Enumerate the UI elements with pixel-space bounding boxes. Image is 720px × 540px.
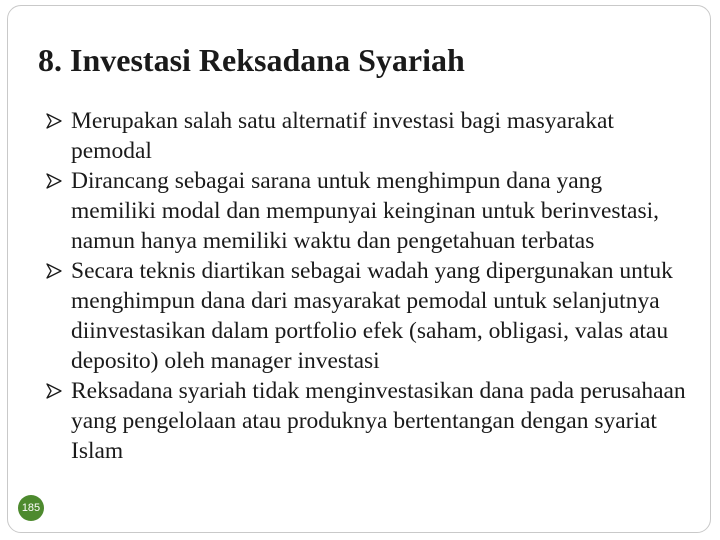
- bullet-item: [46, 106, 686, 166]
- bullet-item: [46, 166, 686, 256]
- bullet-item: [46, 256, 686, 376]
- bullet-item: [46, 376, 686, 466]
- bullet-text: Reksadana syariah tidak menginvestasikan dana pada perusahaan yang pengelolaan atau produknya bertentangan dengan syariat Islam: [71, 378, 686, 464]
- arrowhead-bullet-icon: [46, 383, 62, 399]
- slide-title: 8. Investasi Reksadana Syariah: [38, 42, 465, 78]
- arrowhead-bullet-icon: [46, 263, 62, 279]
- page-number-badge: 185: [18, 495, 44, 521]
- bullet-list: [46, 106, 686, 466]
- bullet-text: Merupakan salah satu alternatif investasi bagi masyarakat pemodal: [71, 108, 614, 164]
- arrowhead-bullet-icon: [46, 113, 62, 129]
- bullet-text: Dirancang sebagai sarana untuk menghimpun dana yang memiliki modal dan mempunyai keinginan untuk berinvestasi, namun hanya memiliki waktu dan pengetahuan terbatas: [71, 168, 660, 254]
- bullet-text: Secara teknis diartikan sebagai wadah yang dipergunakan untuk menghimpun dana dari masyarakat pemodal untuk selanjutnya diinvestasikan dalam portfolio efek (saham, obligasi, valas atau deposito) oleh manager investasi: [71, 258, 673, 374]
- arrowhead-bullet-icon: [46, 173, 62, 189]
